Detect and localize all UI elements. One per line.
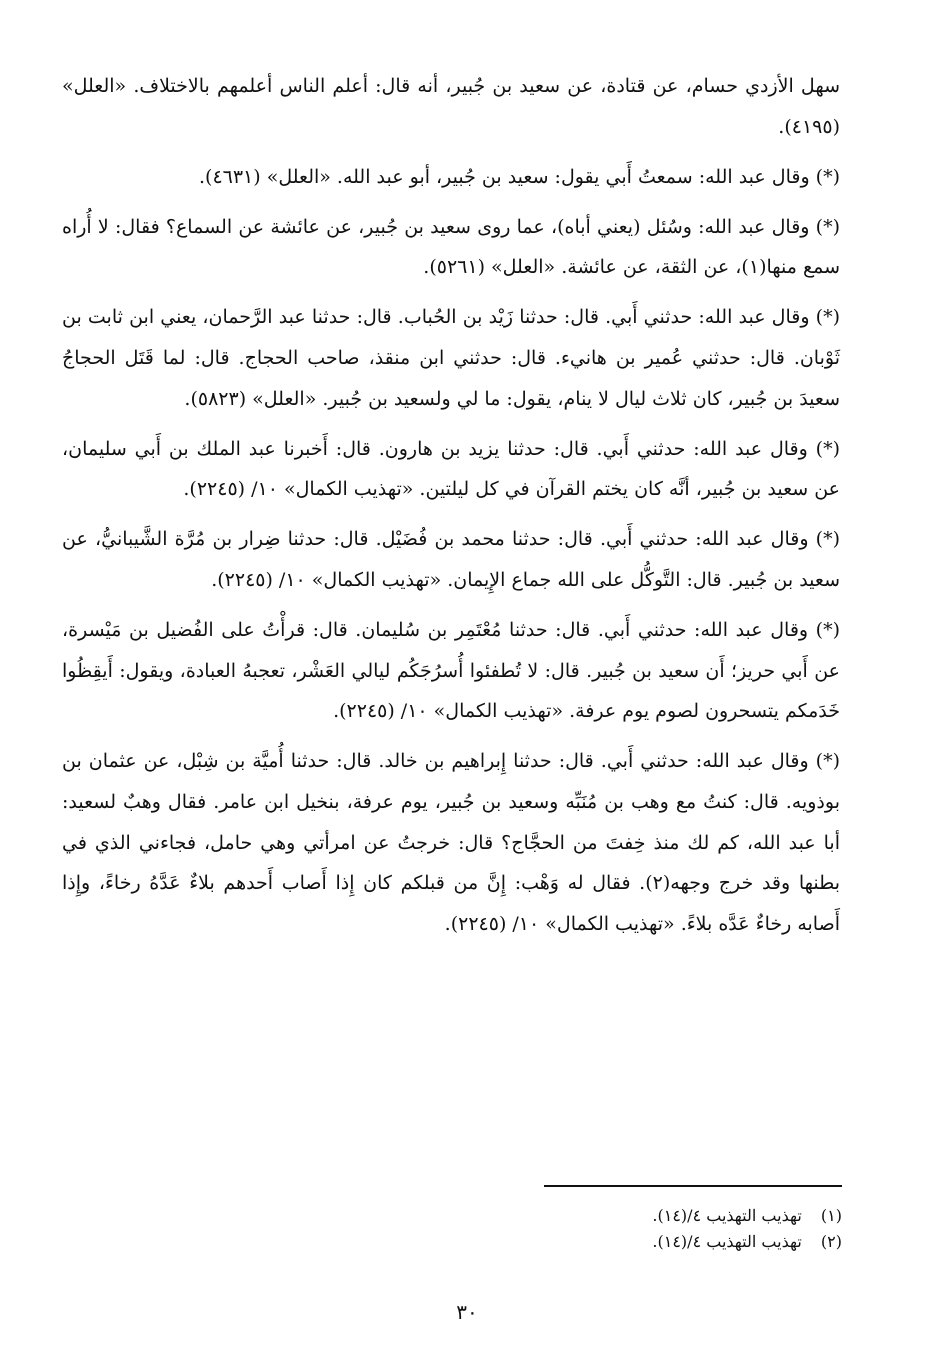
paragraph-4: (*) وقال عبد الله: حدثني أَبي. قال: حدثنا زَيْد بن الحُباب. قال: حدثنا عبد الرَّحمان، يعني ابن ثابت بن ثَوْبان. قال: حدثني عُمير بن هانيء. قال: حدثني ابن منقذ، صاحب الحجاج. قال: لما قَتَل الحجاجُ سعيدَ بن جُبير، كان ثلاث ليال لا ينام، يقول: ما لي ولسعيد بن جُبير. «العلل» (٥٨٢٣). xyxy=(62,306,840,410)
paragraph-1: سهل الأزدي حسام، عن قتادة، عن سعيد بن جُبير، أنه قال: أعلم الناس أعلمهم بالاختلاف. «العلل» (٤١٩٥). xyxy=(62,75,840,138)
footnotes xyxy=(544,1185,842,1255)
footnote-1-text: تهذيب التهذيب ٤/(١٤). xyxy=(652,1206,802,1225)
main-text xyxy=(62,66,840,954)
paragraph-5: (*) وقال عبد الله: حدثني أَبي. قال: حدثنا يزيد بن هارون. قال: أَخبرنا عبد الملك بن أَبي سليمان، عن سعيد بن جُبير، أنَّه كان يختم القرآن في كل ليلتين. «تهذيب الكمال» ١٠/ (٢٢٤٥). xyxy=(62,437,840,501)
footnote-2 xyxy=(544,1229,842,1255)
footnote-2-text: تهذيب التهذيب ٤/(١٤). xyxy=(652,1232,802,1251)
footnote-1 xyxy=(544,1203,842,1229)
page-number: ٣٠ xyxy=(456,1300,478,1324)
footnote-2-number: (٢) xyxy=(820,1232,842,1251)
paragraph-6: (*) وقال عبد الله: حدثني أَبي. قال: حدثنا محمد بن فُضَيْل. قال: حدثنا ضِرار بن مُرَّة الشَّيبانيُّ، عن سعيد بن جُبير. قال: التَّوكُّل على الله جماع الإِيمان. «تهذيب الكمال» ١٠/ (٢٢٤٥). xyxy=(62,528,840,592)
paragraph-7: (*) وقال عبد الله: حدثني أَبي. قال: حدثنا مُعْتَمِر بن سُليمان. قال: قرأْتُ على الفُضيل بن مَيْسرة، عن أَبي حريز؛ أَن سعيد بن جُبير. قال: لا تُطفئوا أُسرُجَكُم ليالي العَشْر، تعجبهُ العبادة، ويقول: أَيقِظُوا خَدَمكم يتسحرون لصوم يوم عرفة. «تهذيب الكمال» ١٠/ (٢٢٤٥). xyxy=(62,619,840,723)
footnote-1-number: (١) xyxy=(820,1206,842,1225)
paragraph-8: (*) وقال عبد الله: حدثني أَبي. قال: حدثنا إِبراهيم بن خالد. قال: حدثنا أُميَّة بن شِبْل، عن عثمان بن بوذويه. قال: كنتُ مع وهب بن مُنَبِّه وسعيد بن جُبير، يوم عرفة، بنخيل ابن عامر. فقال وهبٌ لسعيد: أبا عبد الله، كم لك منذ خِفتَ من الحجَّاج؟ قال: خرجتُ عن امرأتي وهي حامل، فجاءني الذي في بطنها وقد خرج وجهه(٢). فقال له وَهْب: إِنَّ من قبلكم كان إِذا أَصاب أَحدهم بلاءٌ عَدَّهُ رخاءً، وإِذا أَصابه رخاءٌ عَدَّه بلاءً. «تهذيب الكمال» ١٠/ (٢٢٤٥). xyxy=(62,750,840,935)
paragraph-3: (*) وقال عبد الله: وسُئل (يعني أباه)، عما روى سعيد بن جُبير، عن عائشة عن السماع؟ فقال: لا أُراه سمع منها(١)، عن الثقة، عن عائشة. «العلل» (٥٢٦١). xyxy=(62,215,840,279)
paragraph-2: (*) وقال عبد الله: سمعتُ أَبي يقول: سعيد بن جُبير، أبو عبد الله. «العلل» (٤٦٣١). xyxy=(198,165,840,188)
